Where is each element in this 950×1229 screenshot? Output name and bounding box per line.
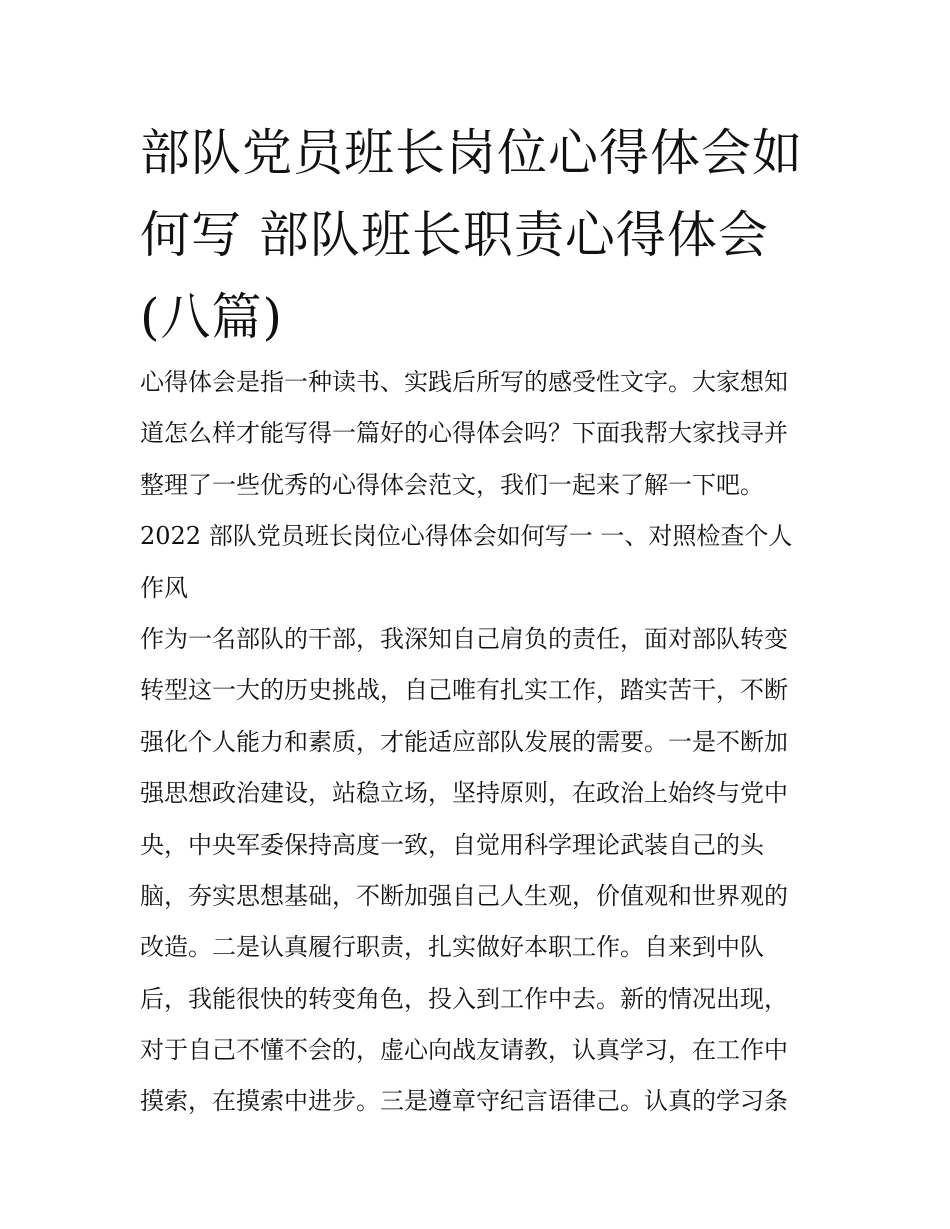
body-line: 摸索，在摸索中进步。三是遵章守纪言语律己。认真的学习条 — [140, 1087, 788, 1116]
title-line: 部队党员班长岗位心得体会如 — [140, 124, 803, 182]
body-line: 改造。二是认真履行职责，扎实做好本职工作。自来到中队 — [140, 933, 764, 962]
body-line: 2022 部队党员班长岗位心得体会如何写一 一、对照检查个人 — [140, 522, 793, 551]
body-line: 脑，夯实思想基础，不断加强自己人生观，价值观和世界观的 — [140, 881, 788, 910]
body-line: 央，中央军委保持高度一致，自觉用科学理论武装自己的头 — [140, 830, 764, 859]
body-line: 作风 — [140, 573, 188, 602]
body-line: 对于自己不懂不会的，虚心向战友请教，认真学习，在工作中 — [140, 1036, 788, 1065]
body-line: 心得体会是指一种读书、实践后所写的感受性文字。大家想知 — [140, 368, 788, 396]
document-body — [140, 357, 820, 1128]
body-line: 转型这一大的历史挑战，自己唯有扎实工作，踏实苦干，不断 — [140, 676, 788, 705]
document-title — [140, 112, 820, 358]
body-line: 作为一名部队的干部，我深知自己肩负的责任，面对部队转变 — [140, 624, 788, 653]
body-line: 道怎么样才能写得一篇好的心得体会吗？下面我帮大家找寻并 — [140, 419, 788, 448]
body-line: 强化个人能力和素质，才能适应部队发展的需要。一是不断加 — [140, 727, 788, 756]
body-line: 后，我能很快的转变角色，投入到工作中去。新的情况出现， — [140, 984, 788, 1013]
title-line: (八篇) — [140, 288, 284, 346]
body-line: 整理了一些优秀的心得体会范文，我们一起来了解一下吧。 — [140, 470, 764, 499]
body-line: 强思想政治建设，站稳立场，坚持原则，在政治上始终与党中 — [140, 779, 788, 808]
title-line: 何写 部队班长职责心得体会 — [140, 206, 769, 264]
